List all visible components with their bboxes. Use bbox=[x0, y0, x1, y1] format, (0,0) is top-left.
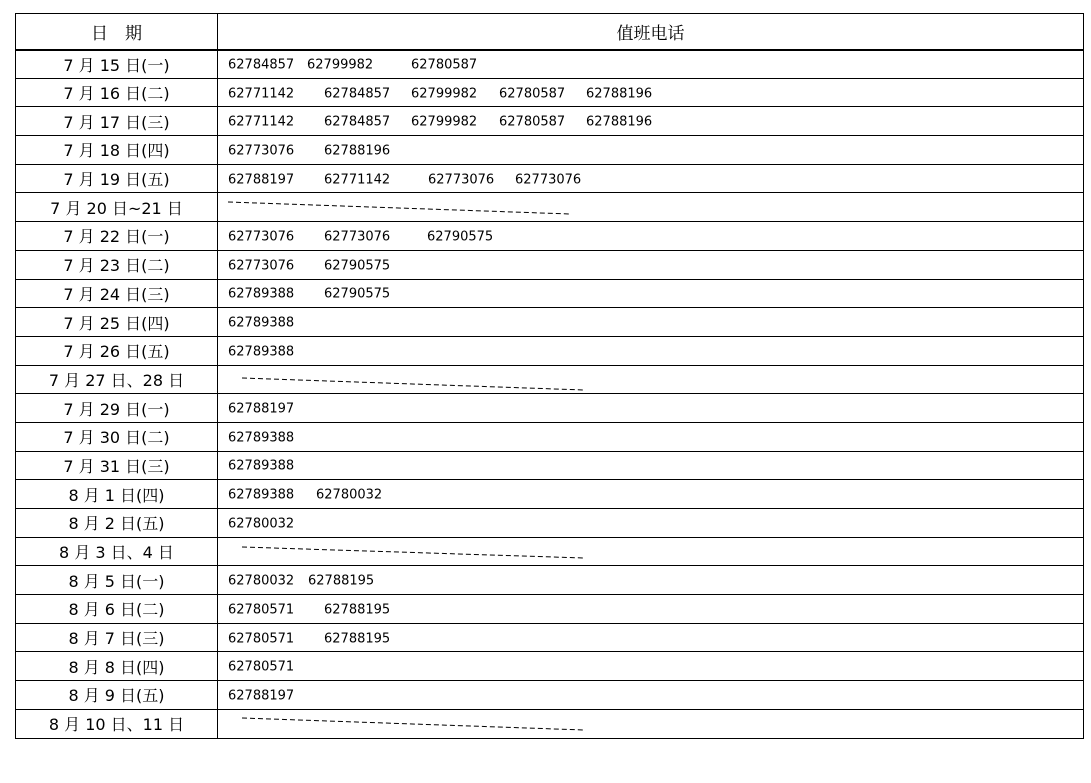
date-cell: 7 月 31 日(三) bbox=[16, 451, 218, 480]
date-cell: 7 月 16 日(二) bbox=[16, 78, 218, 107]
date-cell: 7 月 19 日(五) bbox=[16, 164, 218, 193]
weekend-row bbox=[16, 537, 1084, 566]
phone-number: 62771142 bbox=[228, 86, 295, 102]
phone-cell bbox=[218, 136, 1084, 165]
phone-number: 62784857 bbox=[228, 57, 295, 73]
phone-number: 62771142 bbox=[228, 114, 295, 130]
phone-cell bbox=[218, 279, 1084, 308]
phone-cell bbox=[218, 537, 1084, 566]
phone-number: 62788195 bbox=[308, 573, 375, 589]
phone-cell bbox=[218, 623, 1084, 652]
phone-cell bbox=[218, 193, 1084, 222]
phone-number: 62780032 bbox=[228, 516, 295, 532]
phone-cell bbox=[218, 595, 1084, 624]
phone-number: 62789388 bbox=[228, 287, 295, 303]
phone-cell bbox=[218, 107, 1084, 136]
phone-number: 62799982 bbox=[307, 57, 374, 73]
phone-number: 62773076 bbox=[228, 229, 295, 245]
date-cell: 8 月 3 日、4 日 bbox=[16, 537, 218, 566]
phone-number: 62780587 bbox=[499, 114, 566, 130]
date-cell: 7 月 25 日(四) bbox=[16, 308, 218, 337]
table-row bbox=[16, 164, 1084, 193]
dashed-line bbox=[218, 538, 618, 566]
phone-number: 62799982 bbox=[411, 86, 478, 102]
date-cell: 8 月 2 日(五) bbox=[16, 509, 218, 538]
table-row bbox=[16, 480, 1084, 509]
phone-number: 62780587 bbox=[411, 57, 478, 73]
phone-number: 62788195 bbox=[324, 602, 391, 618]
date-cell: 8 月 7 日(三) bbox=[16, 623, 218, 652]
dash-stroke bbox=[242, 547, 584, 558]
table-row bbox=[16, 336, 1084, 365]
date-cell: 8 月 5 日(一) bbox=[16, 566, 218, 595]
phone-number: 62789388 bbox=[228, 315, 295, 331]
weekend-row bbox=[16, 193, 1084, 222]
table-row bbox=[16, 623, 1084, 652]
phone-number: 62788197 bbox=[228, 401, 295, 417]
phone-number: 62773076 bbox=[228, 258, 295, 274]
phone-cell bbox=[218, 394, 1084, 423]
table-row bbox=[16, 279, 1084, 308]
phone-number: 62788195 bbox=[324, 631, 391, 647]
date-cell: 7 月 20 日~21 日 bbox=[16, 193, 218, 222]
table-row bbox=[16, 652, 1084, 681]
date-cell: 7 月 23 日(二) bbox=[16, 250, 218, 279]
phone-number: 62788196 bbox=[586, 114, 653, 130]
phone-column-header: 值班电话 bbox=[218, 14, 1084, 50]
date-cell: 7 月 29 日(一) bbox=[16, 394, 218, 423]
phone-number: 62780571 bbox=[228, 631, 295, 647]
table-row bbox=[16, 107, 1084, 136]
phone-number: 62790575 bbox=[324, 258, 391, 274]
table-row bbox=[16, 422, 1084, 451]
phone-number: 62780032 bbox=[228, 573, 295, 589]
table-row bbox=[16, 78, 1084, 107]
date-cell: 7 月 22 日(一) bbox=[16, 222, 218, 251]
table-row bbox=[16, 250, 1084, 279]
phone-cell bbox=[218, 652, 1084, 681]
phone-cell bbox=[218, 422, 1084, 451]
phone-number: 62788197 bbox=[228, 688, 295, 704]
phone-number: 62780571 bbox=[228, 659, 295, 675]
table-row bbox=[16, 451, 1084, 480]
phone-number: 62788196 bbox=[324, 143, 391, 159]
phone-number: 62780587 bbox=[499, 86, 566, 102]
table-row bbox=[16, 394, 1084, 423]
table-row bbox=[16, 308, 1084, 337]
phone-number: 62788196 bbox=[586, 86, 653, 102]
phone-cell bbox=[218, 78, 1084, 107]
phone-number: 62773076 bbox=[515, 172, 582, 188]
phone-number: 62780571 bbox=[228, 602, 295, 618]
duty-phone-table bbox=[15, 13, 1084, 739]
phone-number: 62789388 bbox=[228, 344, 295, 360]
date-column-header: 日 期 bbox=[16, 14, 218, 50]
phone-cell bbox=[218, 336, 1084, 365]
phone-cell bbox=[218, 566, 1084, 595]
phone-number: 62789388 bbox=[228, 430, 295, 446]
dashed-line bbox=[218, 710, 618, 738]
phone-number: 62780032 bbox=[316, 487, 383, 503]
phone-number: 62773076 bbox=[228, 143, 295, 159]
phone-cell bbox=[218, 451, 1084, 480]
table-header-row bbox=[16, 14, 1084, 50]
phone-number: 62790575 bbox=[427, 229, 494, 245]
phone-number: 62784857 bbox=[324, 114, 391, 130]
phone-cell bbox=[218, 50, 1084, 79]
table-body bbox=[16, 50, 1084, 739]
table-row bbox=[16, 222, 1084, 251]
phone-cell bbox=[218, 164, 1084, 193]
dash-stroke bbox=[242, 718, 584, 730]
weekend-row bbox=[16, 709, 1084, 738]
phone-cell bbox=[218, 709, 1084, 738]
phone-number: 62788197 bbox=[228, 172, 295, 188]
date-cell: 7 月 15 日(一) bbox=[16, 50, 218, 79]
date-cell: 7 月 26 日(五) bbox=[16, 336, 218, 365]
phone-cell bbox=[218, 250, 1084, 279]
phone-number: 62773076 bbox=[324, 229, 391, 245]
date-cell: 8 月 10 日、11 日 bbox=[16, 709, 218, 738]
phone-number: 62790575 bbox=[324, 287, 391, 303]
phone-number: 62771142 bbox=[324, 172, 391, 188]
date-cell: 8 月 9 日(五) bbox=[16, 681, 218, 710]
date-cell: 8 月 8 日(四) bbox=[16, 652, 218, 681]
date-cell: 7 月 24 日(三) bbox=[16, 279, 218, 308]
phone-cell bbox=[218, 308, 1084, 337]
date-cell: 8 月 1 日(四) bbox=[16, 480, 218, 509]
phone-cell bbox=[218, 365, 1084, 394]
phone-number: 62789388 bbox=[228, 459, 295, 475]
dashed-line bbox=[218, 366, 618, 394]
phone-cell bbox=[218, 509, 1084, 538]
dashed-line bbox=[218, 193, 618, 221]
phone-cell bbox=[218, 681, 1084, 710]
date-cell: 8 月 6 日(二) bbox=[16, 595, 218, 624]
dash-stroke bbox=[228, 202, 570, 214]
date-cell: 7 月 30 日(二) bbox=[16, 422, 218, 451]
phone-number: 62789388 bbox=[228, 487, 295, 503]
table-row bbox=[16, 509, 1084, 538]
table-row bbox=[16, 595, 1084, 624]
table-row bbox=[16, 566, 1084, 595]
phone-cell bbox=[218, 480, 1084, 509]
phone-number: 62799982 bbox=[411, 114, 478, 130]
weekend-row bbox=[16, 365, 1084, 394]
phone-number: 62784857 bbox=[324, 86, 391, 102]
phone-number: 62773076 bbox=[428, 172, 495, 188]
dash-stroke bbox=[242, 378, 584, 390]
table-row bbox=[16, 681, 1084, 710]
date-cell: 7 月 18 日(四) bbox=[16, 136, 218, 165]
table-row bbox=[16, 136, 1084, 165]
phone-cell bbox=[218, 222, 1084, 251]
table-row bbox=[16, 50, 1084, 79]
date-cell: 7 月 17 日(三) bbox=[16, 107, 218, 136]
date-cell: 7 月 27 日、28 日 bbox=[16, 365, 218, 394]
